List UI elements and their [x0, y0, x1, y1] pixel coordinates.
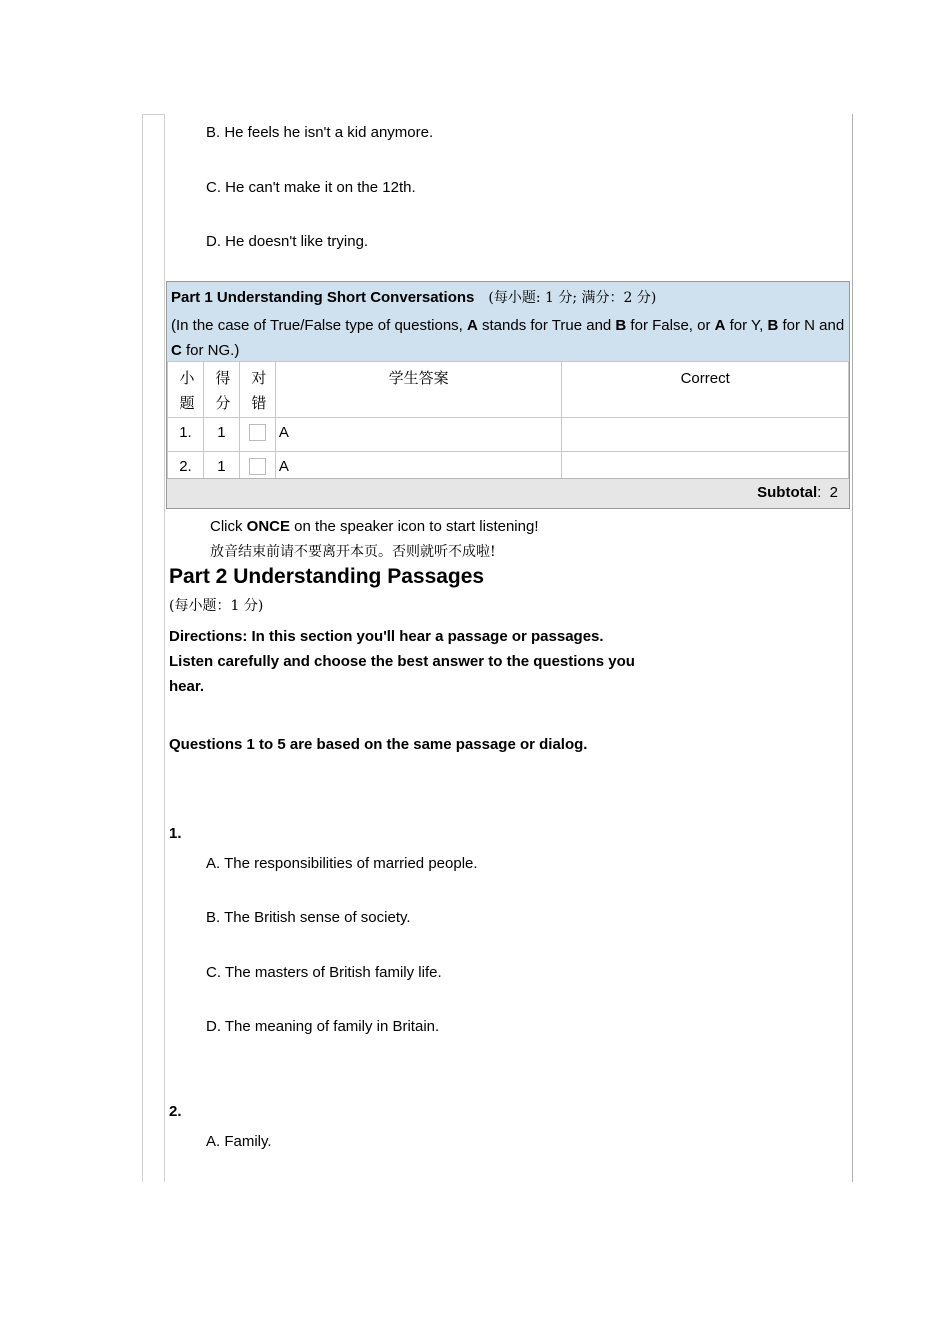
row-mark — [239, 418, 275, 452]
question-1-number: 1. — [169, 825, 182, 842]
note-key: C — [171, 342, 182, 359]
part2-score-meta: (每小题：1 分) — [169, 598, 264, 614]
note-key: B — [615, 317, 627, 334]
row-num: 2. — [168, 452, 204, 486]
listen-instruction: Click ONCE on the speaker icon to start listening! — [210, 518, 539, 535]
row-student-answer: A — [275, 452, 562, 486]
col-header-mark: 对错 — [239, 362, 275, 418]
question-group-note: Questions 1 to 5 are based on the same passage or dialog. — [169, 736, 588, 753]
prev-option-d: D. He doesn't like trying. — [206, 233, 369, 250]
part2-directions: Directions: In this section you'll hear a passage or passages. Listen carefully and choose the best answer to the questions you hear. — [169, 628, 635, 695]
col-header-correct: Correct — [562, 362, 849, 418]
frame-inner-border — [164, 114, 165, 1182]
subtotal-bar — [167, 478, 849, 508]
result-mark-box — [249, 458, 266, 475]
table-header-row — [168, 362, 849, 418]
note-key: B — [767, 317, 779, 334]
q1-option-d[interactable]: D. The meaning of family in Britain. — [206, 1018, 440, 1035]
part1-header — [167, 282, 849, 362]
part1-result-panel — [166, 281, 850, 509]
frame-top-border — [142, 114, 165, 115]
subtotal: Subtotal: 2 — [757, 484, 838, 501]
note-key: A — [714, 317, 726, 334]
subtotal-value: 2 — [829, 484, 838, 501]
table-row — [168, 418, 849, 452]
note-text: for N and — [778, 317, 845, 334]
row-correct-answer — [562, 418, 849, 452]
note-text: for False, or — [626, 317, 715, 334]
part1-score-meta: (每小题: 1 分; 满分：2 分) — [488, 290, 657, 306]
part1-title-line — [171, 288, 656, 308]
listen-warning: 放音结束前请不要离开本页。否则就听不成啦! — [210, 544, 496, 560]
row-num: 1. — [168, 418, 204, 452]
note-text: for Y, — [725, 317, 768, 334]
col-header-num: 小题 — [168, 362, 204, 418]
col-header-answer: 学生答案 — [275, 362, 562, 418]
row-score: 1 — [203, 452, 239, 486]
note-text: (In the case of True/False type of questions, — [171, 317, 467, 334]
row-student-answer: A — [275, 418, 562, 452]
q1-option-b[interactable]: B. The British sense of society. — [206, 909, 411, 926]
note-text: stands for True and — [477, 317, 616, 334]
row-score: 1 — [203, 418, 239, 452]
part1-results-table — [167, 361, 849, 486]
frame-right-border — [852, 114, 853, 1182]
subtotal-label: Subtotal — [757, 484, 818, 501]
col-header-score: 得分 — [203, 362, 239, 418]
prev-option-c: C. He can't make it on the 12th. — [206, 179, 416, 196]
q2-option-a[interactable]: A. Family. — [206, 1133, 272, 1150]
q1-option-a[interactable]: A. The responsibilities of married people. — [206, 855, 478, 872]
prev-option-b: B. He feels he isn't a kid anymore. — [206, 124, 434, 141]
part1-title: Part 1 Understanding Short Conversations — [171, 289, 475, 306]
note-key: A — [467, 317, 478, 334]
frame-left-border — [142, 114, 143, 1182]
result-mark-box — [249, 424, 266, 441]
note-text: for NG.) — [181, 342, 240, 359]
question-2-number: 2. — [169, 1103, 182, 1120]
part2-title: Part 2 Understanding Passages — [169, 565, 485, 588]
q1-option-c[interactable]: C. The masters of British family life. — [206, 964, 442, 981]
once-emphasis: ONCE — [246, 518, 291, 535]
part1-instructions — [171, 313, 847, 363]
